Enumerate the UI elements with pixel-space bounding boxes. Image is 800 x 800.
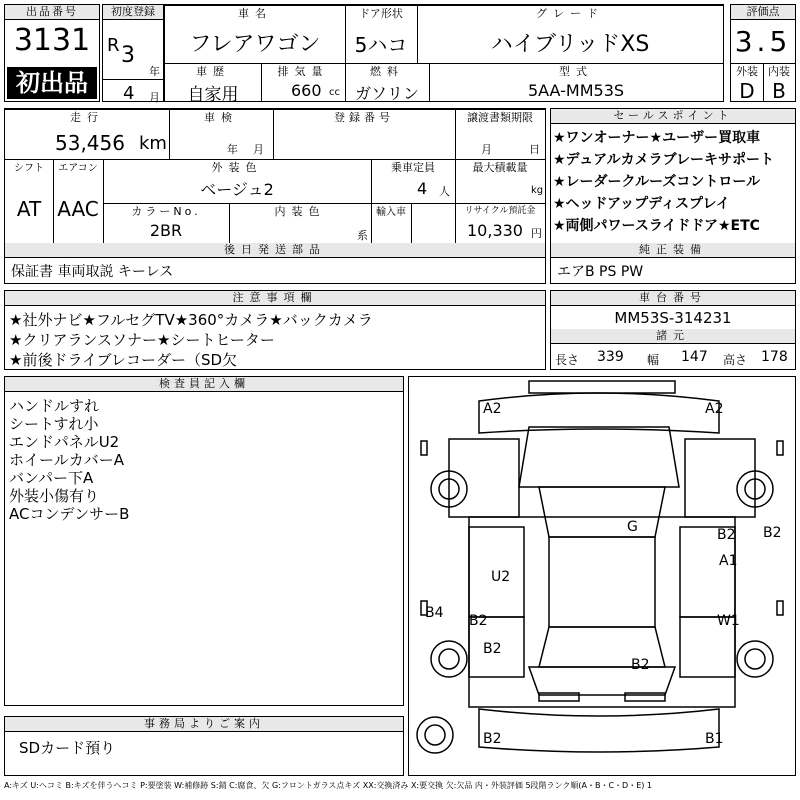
fuel-label: 燃料 (370, 65, 404, 78)
reg-month: 4 (123, 83, 135, 104)
exterior-color: ベージュ2 (200, 180, 274, 199)
car-name-label: 車名 (238, 7, 272, 20)
inspection-label: 車検 (204, 111, 238, 124)
model: 5AA-MM53S (527, 81, 625, 100)
chassis-number: MM53S-314231 (614, 309, 732, 327)
note-line-3: ★前後ドライブレコーダー（SD欠 (9, 351, 238, 369)
capacity-unit: 人 (439, 185, 450, 198)
load-label: 最大積載量 (472, 161, 528, 174)
interior-color-unit: 系 (357, 229, 368, 242)
inspector-line-5: バンパー下A (9, 469, 94, 487)
grade-label: グレード (536, 7, 604, 20)
interior-label: 内装 (768, 65, 790, 78)
later-parts-label: 後日発送部品 (5, 243, 545, 258)
era: R (107, 35, 120, 56)
car-info-box (164, 4, 724, 105)
exterior-label: 外装 (736, 65, 758, 78)
equipment-label: 純正装備 (551, 243, 795, 258)
mark-left-rear-door: B2 (469, 613, 488, 629)
dims-label: 諸元 (551, 329, 795, 344)
legend: A:キズ U:ヘコミ B:キズを伴うヘコミ P:要塗装 W:補修跡 S:錆 C:腐食、欠 G:フロントガラス点キズ XX:交換済み X:要交換 欠:欠品 内・外装評価 5段階ランク順(A・B・C・D・E) 1 (4, 781, 653, 790)
transfer-day-unit: 日 (529, 143, 540, 156)
lot-label: 出品番号 (5, 5, 99, 20)
inspector-line-4: ホイールカバーA (9, 451, 124, 469)
chassis-label: 車台番号 (551, 291, 795, 306)
exterior-grade: D (739, 79, 755, 103)
mark-rear-bumper-left: B2 (483, 731, 502, 747)
color-no-label: カラーNo. (131, 205, 201, 218)
ac-label: エアコン (58, 163, 98, 174)
width: 147 (681, 349, 708, 365)
notes-box (4, 290, 546, 370)
later-parts: 保証書 車両取説 キーレス (11, 264, 174, 280)
displacement-unit: cc (329, 87, 340, 98)
score-label: 評価点 (731, 5, 795, 20)
shift-label: シフト (14, 163, 44, 174)
inspection-month-unit: 月 (253, 143, 264, 156)
inspection-year-unit: 年 (227, 143, 238, 156)
damage-diagram (408, 376, 796, 776)
history: 自家用 (187, 85, 239, 105)
mileage: 53,456 (55, 131, 125, 155)
sales-point-3: ★レーダークルーズコントロール (553, 174, 761, 190)
ac-type: AAC (57, 197, 99, 221)
mark-windshield: G (627, 519, 638, 535)
length: 339 (597, 349, 624, 365)
history-label: 車歴 (196, 65, 230, 78)
capacity-label: 乗車定員 (391, 161, 435, 174)
color-label: 外装色 (211, 161, 263, 174)
office-box (4, 716, 404, 776)
car-name: フレアワゴン (189, 32, 321, 57)
year-unit: 年 (149, 65, 160, 78)
inspector-box (4, 376, 404, 706)
chassis-box (550, 290, 796, 370)
inspector-line-7: ACコンデンサーB (9, 505, 130, 523)
mark-right-rear-w1: W1 (717, 613, 740, 629)
door-type: 5ハコ (354, 33, 408, 57)
reg-number-label: 登録番号 (334, 111, 394, 124)
recycle-label: リサイクル預託金 (464, 206, 536, 216)
note-line-2: ★クリアランスソナー★シートヒーター (9, 331, 275, 349)
sales-point-2: ★デュアルカメラブレーキサポート (553, 152, 775, 168)
length-label: 長さ (555, 353, 580, 367)
first-registration-label: 初度登録 (103, 5, 163, 20)
door-label: ドア形状 (359, 7, 403, 20)
mileage-unit: km (139, 133, 167, 154)
mark-right-door-a1: A1 (719, 553, 738, 569)
transfer-label: 譲渡書類期限 (467, 111, 533, 124)
shift: AT (16, 197, 42, 221)
height-label: 高さ (723, 353, 748, 367)
inspector-line-3: エンドパネルU2 (9, 433, 120, 451)
color-number: 2BR (149, 221, 183, 240)
displacement-label: 排気量 (277, 65, 329, 78)
sales-point-5: ★両側パワースライドドア★ETC (553, 218, 760, 234)
first-registration-box (102, 4, 164, 102)
office-label: 事務局よりご案内 (5, 717, 403, 732)
sales-points-label: セールスポイント (551, 109, 795, 124)
mark-left-door-u2: U2 (491, 569, 511, 585)
sales-point-1: ★ワンオーナー★ユーザー買取車 (553, 130, 761, 146)
fuel: ガソリン (354, 84, 419, 103)
note-line-1: ★社外ナビ★フルセグTV★360°カメラ★バックカメラ (9, 311, 373, 329)
first-listing-badge: 初出品 (7, 67, 97, 99)
office-note: SDカード預り (19, 739, 116, 757)
lot-number: 3131 (13, 23, 91, 58)
width-label: 幅 (647, 353, 660, 367)
mileage-label: 走行 (70, 111, 104, 124)
interior-color-label: 内装色 (274, 205, 326, 218)
inspector-line-2: シートすれ小 (9, 415, 99, 433)
mark-front-left: A2 (483, 401, 502, 417)
recycle-fee: 10,330 (467, 221, 523, 240)
mark-left-side-b4: B4 (425, 605, 444, 621)
overall-score: 3.5 (734, 25, 792, 58)
mark-left-quarter: B2 (483, 641, 502, 657)
sales-points-box (550, 108, 796, 284)
sales-point-4: ★ヘッドアップディスプレイ (553, 196, 730, 212)
recycle-unit: 円 (531, 227, 542, 240)
mark-rear-glass: B2 (631, 657, 650, 673)
model-label: 型式 (559, 65, 593, 78)
month-unit: 月 (149, 91, 160, 104)
capacity: 4 (417, 179, 428, 198)
load-unit: kg (531, 185, 544, 196)
height: 178 (761, 349, 788, 365)
displacement: 660 (291, 81, 322, 100)
import-label: 輸入車 (376, 207, 406, 218)
car-outline-svg (409, 377, 795, 775)
notes-label: 注意事項欄 (5, 291, 545, 306)
grade: ハイブリッドXS (490, 32, 650, 57)
inspector-line-6: 外装小傷有り (9, 487, 100, 505)
transfer-month-unit: 月 (481, 143, 492, 156)
mark-rear-bumper-right: B1 (705, 731, 724, 747)
interior-grade: B (772, 79, 786, 103)
mark-front-right: A2 (705, 401, 724, 417)
mark-right-fender: B2 (763, 525, 782, 541)
inspector-line-1: ハンドルすれ (9, 397, 100, 415)
score-box (730, 4, 796, 102)
mark-right-front-door: B2 (717, 527, 736, 543)
reg-year: 3 (121, 43, 135, 68)
lot-box (4, 4, 100, 102)
vehicle-detail-box (4, 108, 546, 284)
inspector-label: 検査員記入欄 (5, 377, 403, 392)
equipment: エアB PS PW (557, 264, 644, 280)
